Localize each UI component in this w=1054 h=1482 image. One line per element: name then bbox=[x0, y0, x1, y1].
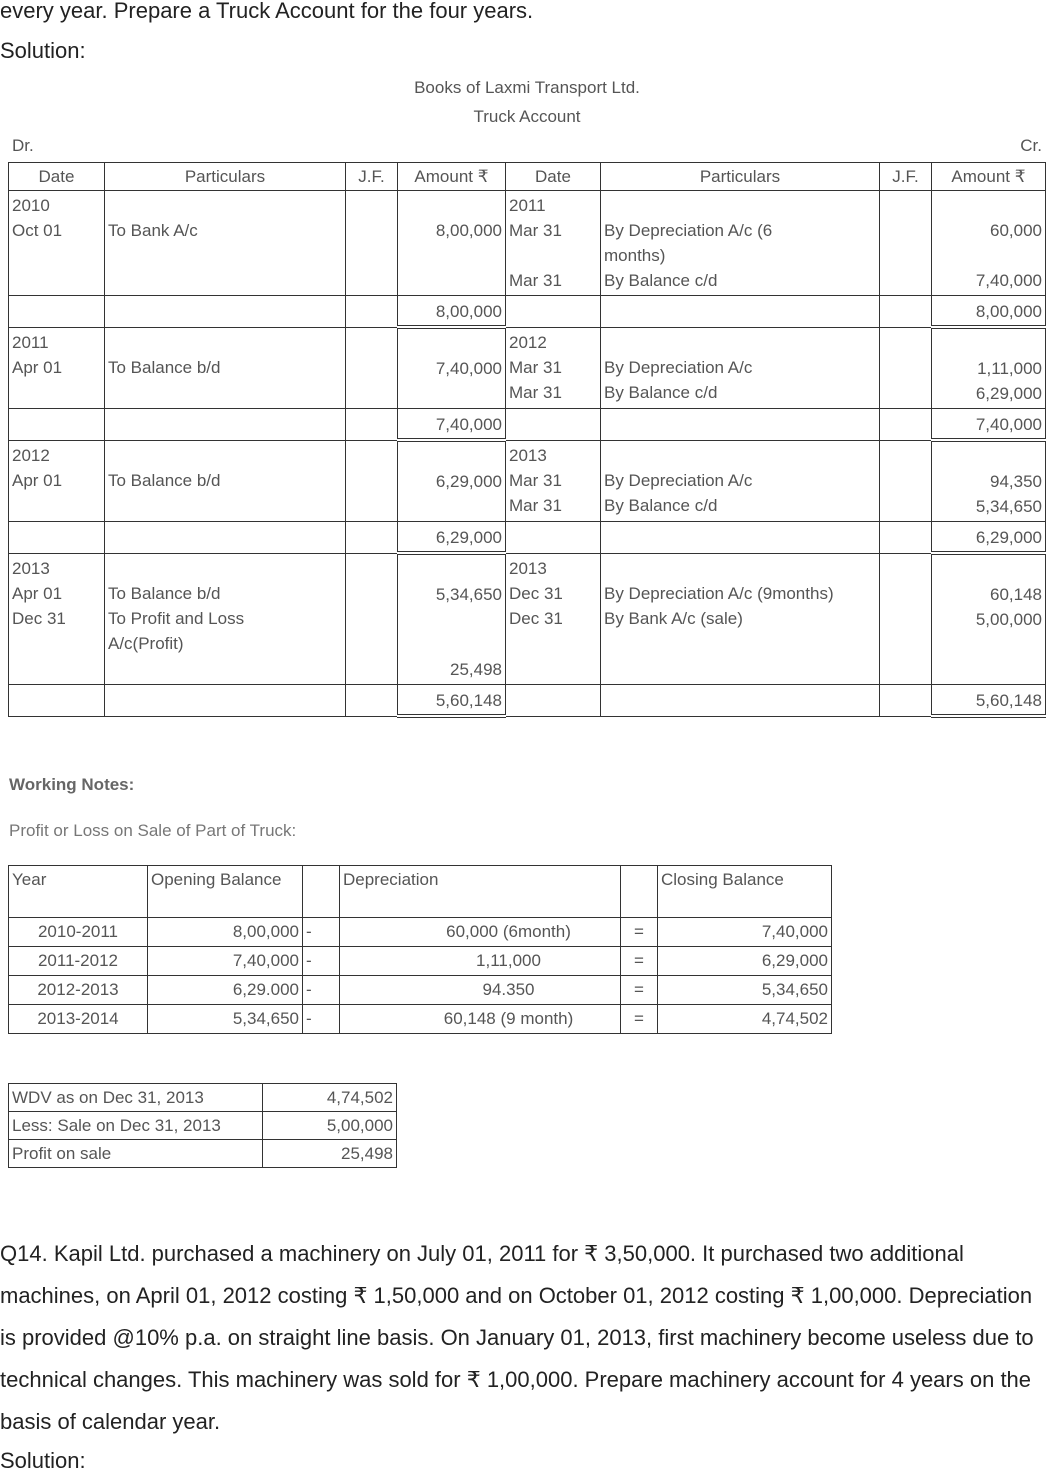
ledger-line: 60,000 bbox=[990, 221, 1042, 240]
ledger-line: By Depreciation A/c bbox=[604, 357, 753, 377]
ledger-entry-row bbox=[9, 327, 1046, 409]
empty-cell bbox=[880, 685, 932, 717]
cr-dates-cell bbox=[506, 440, 601, 522]
ledger-line: 7,40,000 bbox=[975, 271, 1042, 290]
table-cell: 6,29,000 bbox=[658, 947, 832, 976]
jf-cell bbox=[880, 327, 932, 409]
cr-amounts-cell bbox=[932, 553, 1046, 685]
table-cell: - bbox=[303, 947, 340, 976]
ledger-total-row bbox=[9, 409, 1046, 441]
table-cell: 7,40,000 bbox=[148, 947, 303, 976]
empty-cell bbox=[9, 409, 105, 441]
ledger-line: months) bbox=[604, 246, 666, 265]
table-cell: 2013-2014 bbox=[9, 1005, 148, 1034]
ledger-line: 6,29,000 bbox=[435, 472, 502, 491]
dr-particulars-cell bbox=[105, 191, 346, 296]
table-cell: - bbox=[303, 918, 340, 947]
ledger-header: J.F. bbox=[880, 163, 932, 191]
table-cell: 2010-2011 bbox=[9, 918, 148, 947]
cr-particulars-cell bbox=[601, 327, 880, 409]
table-cell: 5,34,650 bbox=[148, 1005, 303, 1034]
ledger-line: 2013 bbox=[509, 558, 547, 578]
ledger-header: Date bbox=[9, 163, 105, 191]
ledger-total-row bbox=[9, 685, 1046, 717]
jf-cell bbox=[346, 553, 398, 685]
working-notes-subtitle: Profit or Loss on Sale of Part of Truck: bbox=[9, 821, 297, 840]
ledger-line: To Balance b/d bbox=[108, 583, 221, 603]
ledger-line: 8,00,000 bbox=[435, 221, 502, 240]
empty-cell bbox=[506, 409, 601, 441]
cr-particulars-cell bbox=[601, 553, 880, 685]
empty-cell bbox=[601, 685, 880, 717]
empty-cell bbox=[880, 522, 932, 554]
dr-amounts-cell bbox=[398, 327, 506, 409]
column-header: Closing Balance bbox=[658, 866, 832, 918]
dr-particulars-cell bbox=[105, 440, 346, 522]
empty-cell bbox=[105, 409, 346, 441]
empty-cell bbox=[9, 685, 105, 717]
ledger-line: 25,498 bbox=[450, 660, 502, 679]
empty-cell bbox=[506, 522, 601, 554]
ledger-entry-row bbox=[9, 440, 1046, 522]
ledger-line: 94,350 bbox=[990, 472, 1042, 491]
ledger-line: 6,29,000 bbox=[975, 384, 1042, 403]
ledger-company: Books of Laxmi Transport Ltd. bbox=[414, 78, 640, 97]
ledger-line: Dec 31 bbox=[509, 608, 563, 628]
empty-cell bbox=[346, 409, 398, 441]
ledger-line: Oct 01 bbox=[12, 221, 63, 240]
table-row bbox=[9, 976, 832, 1005]
table-cell: 7,40,000 bbox=[658, 918, 832, 947]
empty-cell bbox=[105, 685, 346, 717]
table-row bbox=[9, 947, 832, 976]
ledger-line: Mar 31 bbox=[509, 271, 562, 290]
ledger-line bbox=[108, 330, 342, 355]
truck-account-ledger bbox=[8, 162, 1046, 718]
ledger-line: 60,148 bbox=[990, 585, 1042, 604]
ledger-line bbox=[935, 444, 1042, 469]
empty-cell bbox=[9, 522, 105, 554]
jf-cell bbox=[880, 440, 932, 522]
dr-label: Dr. bbox=[12, 136, 34, 155]
cr-total: 8,00,000 bbox=[932, 296, 1046, 328]
cr-total: 7,40,000 bbox=[932, 409, 1046, 441]
table-row bbox=[9, 1140, 397, 1168]
ledger-line: Mar 31 bbox=[509, 382, 562, 402]
cr-dates-cell bbox=[506, 191, 601, 296]
q14-solution-label: Solution: bbox=[0, 1448, 86, 1473]
ledger-line: 5,34,650 bbox=[975, 497, 1042, 516]
ledger-line: Apr 01 bbox=[12, 357, 63, 377]
ledger-line bbox=[604, 193, 876, 218]
question-14 bbox=[0, 1233, 1054, 1443]
empty-cell bbox=[880, 296, 932, 328]
cr-total: 5,60,148 bbox=[932, 685, 1046, 717]
table-cell: 5,34,650 bbox=[658, 976, 832, 1005]
ledger-line bbox=[401, 331, 502, 356]
table-row bbox=[9, 1112, 397, 1140]
cr-total: 6,29,000 bbox=[932, 522, 1046, 554]
ledger-line bbox=[935, 243, 1042, 268]
ledger-line: Dec 31 bbox=[509, 583, 563, 603]
ledger-line: Dec 31 bbox=[12, 608, 66, 628]
cr-amounts-cell bbox=[932, 191, 1046, 296]
ledger-line: By Balance c/d bbox=[604, 382, 718, 402]
ledger-line: 7,40,000 bbox=[435, 359, 502, 378]
ledger-line bbox=[401, 444, 502, 469]
ledger-line: By Bank A/c (sale) bbox=[604, 608, 743, 628]
ledger-line bbox=[401, 607, 502, 632]
jf-cell bbox=[346, 440, 398, 522]
ledger-total-row bbox=[9, 522, 1046, 554]
cr-amounts-cell bbox=[932, 440, 1046, 522]
ledger-line: To Bank A/c bbox=[108, 221, 198, 240]
ledger-entry-row bbox=[9, 191, 1046, 296]
cr-label: Cr. bbox=[1020, 136, 1042, 155]
dr-dates-cell bbox=[9, 440, 105, 522]
ledger-line: 2012 bbox=[12, 445, 50, 465]
question-label: Q14. bbox=[0, 1241, 48, 1266]
jf-cell bbox=[880, 553, 932, 685]
dr-amounts-cell bbox=[398, 553, 506, 685]
ledger-line: 2011 bbox=[509, 196, 546, 215]
column-header bbox=[621, 866, 658, 918]
ledger-line: To Balance b/d bbox=[108, 357, 221, 377]
ledger-line bbox=[604, 443, 876, 468]
ledger-header: Particulars bbox=[105, 163, 346, 191]
ledger-line: 5,34,650 bbox=[435, 585, 502, 604]
dr-total: 8,00,000 bbox=[398, 296, 506, 328]
ledger-line: By Depreciation A/c (6 bbox=[604, 221, 773, 240]
ledger-line bbox=[108, 556, 342, 581]
jf-cell bbox=[346, 191, 398, 296]
ledger-line bbox=[401, 193, 502, 218]
empty-cell bbox=[346, 522, 398, 554]
empty-cell bbox=[9, 296, 105, 328]
column-header: Depreciation bbox=[340, 866, 621, 918]
dr-total: 5,60,148 bbox=[398, 685, 506, 717]
table-cell: WDV as on Dec 31, 2013 bbox=[9, 1084, 263, 1112]
ledger-line: 2012 bbox=[509, 332, 547, 352]
table-cell: - bbox=[303, 976, 340, 1005]
table-cell: = bbox=[621, 1005, 658, 1034]
column-header: Year bbox=[9, 866, 148, 918]
solution-label: Solution: bbox=[0, 38, 86, 63]
dr-total: 7,40,000 bbox=[398, 409, 506, 441]
dr-dates-cell bbox=[9, 327, 105, 409]
cr-particulars-cell bbox=[601, 191, 880, 296]
table-cell: 60,148 (9 month) bbox=[340, 1005, 621, 1034]
table-cell: 8,00,000 bbox=[148, 918, 303, 947]
empty-cell bbox=[880, 409, 932, 441]
column-header: Opening Balance bbox=[148, 866, 303, 918]
ledger-line: Mar 31 bbox=[509, 357, 562, 377]
ledger-line: By Balance c/d bbox=[604, 271, 718, 290]
dr-dates-cell bbox=[9, 191, 105, 296]
table-cell: 25,498 bbox=[263, 1140, 397, 1168]
table-row bbox=[9, 1084, 397, 1112]
cr-particulars-cell bbox=[601, 440, 880, 522]
empty-cell bbox=[506, 685, 601, 717]
dr-total: 6,29,000 bbox=[398, 522, 506, 554]
table-cell: Less: Sale on Dec 31, 2013 bbox=[9, 1112, 263, 1140]
empty-cell bbox=[105, 296, 346, 328]
ledger-line bbox=[604, 330, 876, 355]
ledger-line: 2010 bbox=[12, 196, 50, 215]
empty-cell bbox=[601, 522, 880, 554]
table-header-row bbox=[9, 866, 832, 918]
profit-on-sale-table bbox=[8, 1083, 397, 1168]
jf-cell bbox=[880, 191, 932, 296]
empty-cell bbox=[105, 522, 346, 554]
ledger-line bbox=[509, 243, 597, 268]
table-cell: = bbox=[621, 918, 658, 947]
empty-cell bbox=[346, 685, 398, 717]
ledger-line bbox=[401, 632, 502, 657]
ledger-line bbox=[935, 331, 1042, 356]
dr-particulars-cell bbox=[105, 327, 346, 409]
ledger-line: To Profit and Loss bbox=[108, 608, 245, 628]
column-header bbox=[303, 866, 340, 918]
ledger-line bbox=[108, 443, 342, 468]
ledger-header: Particulars bbox=[601, 163, 880, 191]
intro-text: every year. Prepare a Truck Account for the four years. bbox=[0, 0, 534, 23]
table-row bbox=[9, 918, 832, 947]
ledger-line: 1,11,000 bbox=[977, 359, 1042, 378]
dr-amounts-cell bbox=[398, 191, 506, 296]
ledger-header: Amount ₹ bbox=[398, 163, 506, 191]
ledger-line: 2011 bbox=[12, 332, 49, 352]
table-cell: 60,000 (6month) bbox=[340, 918, 621, 947]
depreciation-table bbox=[8, 865, 832, 1034]
ledger-entry-row bbox=[9, 553, 1046, 685]
empty-cell bbox=[506, 296, 601, 328]
ledger-line bbox=[108, 193, 342, 218]
table-cell: = bbox=[621, 947, 658, 976]
empty-cell bbox=[346, 296, 398, 328]
table-cell: 5,00,000 bbox=[263, 1112, 397, 1140]
ledger-line: Mar 31 bbox=[509, 495, 562, 515]
ledger-header: Amount ₹ bbox=[932, 163, 1046, 191]
working-notes-title: Working Notes: bbox=[9, 775, 135, 794]
ledger-line: Mar 31 bbox=[509, 470, 562, 490]
ledger-line bbox=[935, 557, 1042, 582]
dr-particulars-cell bbox=[105, 553, 346, 685]
ledger-total-row bbox=[9, 296, 1046, 328]
ledger-account-title: Truck Account bbox=[473, 107, 581, 126]
empty-cell bbox=[601, 409, 880, 441]
table-cell: 2011-2012 bbox=[9, 947, 148, 976]
table-row bbox=[9, 1005, 832, 1034]
table-cell: 4,74,502 bbox=[263, 1084, 397, 1112]
table-cell: - bbox=[303, 1005, 340, 1034]
ledger-header: Date bbox=[506, 163, 601, 191]
table-cell: 4,74,502 bbox=[658, 1005, 832, 1034]
ledger-line: Apr 01 bbox=[12, 583, 63, 603]
ledger-line bbox=[935, 193, 1042, 218]
ledger-line: Mar 31 bbox=[509, 221, 562, 240]
dr-dates-cell bbox=[9, 553, 105, 685]
empty-cell bbox=[601, 296, 880, 328]
jf-cell bbox=[346, 327, 398, 409]
cr-dates-cell bbox=[506, 327, 601, 409]
dr-amounts-cell bbox=[398, 440, 506, 522]
question-text: Kapil Ltd. purchased a machinery on July 01, 2011 for ₹ 3,50,000. It purchased two additional machines, on April 01, 2012 costing ₹ 1,50,000 and on October 01, 2012 costing ₹ 1,00,000. Depreciation is provided @10% p.a. on straight line basis. On January 01, 2013, first machinery become useless due to technical changes. This machinery was sold for ₹ 1,00,000. Prepare machinery account for 4 years on the basis of calendar year. bbox=[0, 1241, 1034, 1434]
ledger-line: 5,00,000 bbox=[975, 610, 1042, 629]
cr-amounts-cell bbox=[932, 327, 1046, 409]
ledger-line: By Depreciation A/c bbox=[604, 470, 753, 490]
ledger-line: By Balance c/d bbox=[604, 495, 718, 515]
table-cell: 2012-2013 bbox=[9, 976, 148, 1005]
ledger-line: 2013 bbox=[12, 558, 50, 578]
cr-dates-cell bbox=[506, 553, 601, 685]
ledger-line: 2013 bbox=[509, 445, 547, 465]
ledger-line: By Depreciation A/c (9months) bbox=[604, 583, 834, 603]
ledger-line: A/c(Profit) bbox=[108, 633, 184, 653]
ledger-line bbox=[604, 556, 876, 581]
table-cell: Profit on sale bbox=[9, 1140, 263, 1168]
table-cell: 6,29.000 bbox=[148, 976, 303, 1005]
ledger-header: J.F. bbox=[346, 163, 398, 191]
ledger-line: To Balance b/d bbox=[108, 470, 221, 490]
table-cell: 1,11,000 bbox=[340, 947, 621, 976]
ledger-line: Apr 01 bbox=[12, 470, 63, 490]
table-cell: = bbox=[621, 976, 658, 1005]
ledger-line bbox=[401, 557, 502, 582]
table-cell: 94.350 bbox=[340, 976, 621, 1005]
